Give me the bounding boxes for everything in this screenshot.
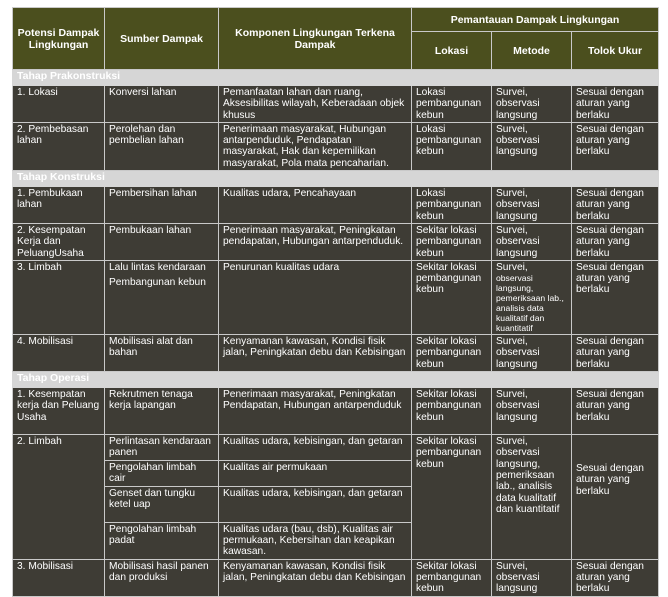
table-row <box>13 187 659 224</box>
table-row <box>13 122 659 170</box>
section-operasi: Tahap Operasi <box>13 372 659 388</box>
cell-lokasi: Lokasi pembangunan kebun <box>412 122 492 170</box>
cell-tolok: Sesuai dengan aturan yang berlaku <box>572 122 659 170</box>
cell-komponen: Kualitas udara (bau, dsb), Kualitas air permukaan, Kebersihan dan keapikan kawasan. <box>219 522 412 559</box>
cell-lokasi: Sekitar lokasi pembangunan kebun <box>412 388 492 435</box>
cell-potensi: 1. Kesempatan kerja dan Peluang Usaha <box>13 388 105 435</box>
cell-komponen: Kualitas udara, kebisingan, dan getaran <box>219 435 412 461</box>
cell-potensi: 4. Mobilisasi <box>13 335 105 372</box>
cell-komponen: Kenyamanan kawasan, Kondisi fisik jalan, Peningkatan debu dan Kebisingan <box>219 335 412 372</box>
cell-metode: Survei, observasi langsung <box>492 335 572 372</box>
metode-survei: Survei, <box>496 261 528 273</box>
sumber-lalu-lintas: Lalu lintas kendaraan <box>109 261 206 273</box>
cell-lokasi: Lokasi pembangunan kebun <box>412 86 492 123</box>
cell-metode: Survei, observasi langsung <box>492 122 572 170</box>
cell-sumber: Pembukaan lahan <box>105 223 219 260</box>
cell-komponen: Kualitas air permukaan <box>219 461 412 487</box>
cell-lokasi: Sekitar lokasi pembangunan kebun <box>412 335 492 372</box>
cell-metode: Survei, observasi langsung <box>492 559 572 596</box>
cell-sumber: Rekrutmen tenaga kerja lapangan <box>105 388 219 435</box>
header-metode: Metode <box>492 32 572 70</box>
cell-tolok: Sesuai dengan aturan yang berlaku <box>572 260 659 334</box>
table-row <box>13 260 659 334</box>
cell-tolok: Sesuai dengan aturan yang berlaku <box>572 559 659 596</box>
cell-metode: Survei, observasi langsung <box>492 223 572 260</box>
cell-potensi: 3. Limbah <box>13 260 105 334</box>
cell-tolok: Sesuai dengan aturan yang berlaku <box>572 335 659 372</box>
cell-komponen: Kenyamanan kawasan, Kondisi fisik jalan, Peningkatan debu dan Kebisingan <box>219 559 412 596</box>
cell-lokasi: Lokasi pembangunan kebun <box>412 187 492 224</box>
cell-sumber: Perolehan dan pembelian lahan <box>105 122 219 170</box>
cell-komponen: Penurunan kualitas udara <box>219 260 412 334</box>
cell-lokasi: Sekitar lokasi pembangunan kebun <box>412 260 492 334</box>
table-row <box>13 559 659 596</box>
table-row <box>13 335 659 372</box>
cell-potensi: 2. Limbah <box>13 435 105 559</box>
header-tolok-ukur: Tolok Ukur <box>572 32 659 70</box>
cell-komponen: Penerimaan masyarakat, Peningkatan pendapatan, Hubungan antarpenduduk. <box>219 223 412 260</box>
cell-tolok: Sesuai dengan aturan yang berlaku <box>572 86 659 123</box>
cell-sumber: Genset dan tungku ketel uap <box>105 486 219 522</box>
cell-metode: Survei, observasi langsung <box>492 187 572 224</box>
cell-komponen: Penerimaan masyarakat, Peningkatan Pendapatan, Hubungan antarpenduduk <box>219 388 412 435</box>
cell-sumber: Pengolahan limbah cair <box>105 461 219 487</box>
header-sumber: Sumber Dampak <box>105 8 219 70</box>
table-row <box>13 435 659 461</box>
cell-potensi: 2. Kesempatan Kerja dan PeluangUsaha <box>13 223 105 260</box>
cell-metode: Survei, observasi langsung <box>492 86 572 123</box>
environmental-monitoring-table <box>12 7 659 597</box>
cell-sumber: Pembersihan lahan <box>105 187 219 224</box>
cell-potensi: 3. Mobilisasi <box>13 559 105 596</box>
cell-sumber: Mobilisasi hasil panen dan produksi <box>105 559 219 596</box>
cell-tolok: Sesuai dengan aturan yang berlaku <box>572 187 659 224</box>
cell-tolok: Sesuai dengan aturan yang berlaku <box>572 223 659 260</box>
cell-sumber: Pengolahan limbah padat <box>105 522 219 559</box>
cell-komponen: Penerimaan masyarakat, Hubungan antarpenduduk, Pendapatan masyarakat, Hak dan kepemilikan masyarakat, Pola mata pencaharian. <box>219 122 412 170</box>
cell-tolok: Sesuai dengan aturan yang berlaku <box>572 388 659 435</box>
cell-sumber: Perlintasan kendaraan panen <box>105 435 219 461</box>
table-row <box>13 388 659 435</box>
cell-komponen: Kualitas udara, kebisingan, dan getaran <box>219 486 412 522</box>
cell-metode: Survei, observasi langsung <box>492 388 572 435</box>
section-prakonstruksi: Tahap Prakonstruksi <box>13 70 659 86</box>
cell-potensi: 1. Pembukaan lahan <box>13 187 105 224</box>
cell-sumber: Konversi lahan <box>105 86 219 123</box>
cell-sumber: Mobilisasi alat dan bahan <box>105 335 219 372</box>
header-lokasi: Lokasi <box>412 32 492 70</box>
cell-komponen: Kualitas udara, Pencahayaan <box>219 187 412 224</box>
header-komponen: Komponen Lingkungan Terkena Dampak <box>219 8 412 70</box>
cell-sumber <box>105 260 219 334</box>
section-konstruksi: Tahap Konstruksi <box>13 171 659 187</box>
cell-metode <box>492 260 572 334</box>
cell-lokasi: Sekitar lokasi pembangunan kebun <box>412 435 492 559</box>
sumber-pembangunan-kebun: Pembangunan kebun <box>109 277 206 289</box>
cell-komponen: Pemanfaatan lahan dan ruang, Aksesibilitas wilayah, Keberadaan objek khusus <box>219 86 412 123</box>
cell-potensi: 2. Pembebasan lahan <box>13 122 105 170</box>
header-pemantauan: Pemantauan Dampak Lingkungan <box>412 8 659 32</box>
header-potensi: Potensi Dampak Lingkungan <box>13 8 105 70</box>
metode-detail: observasi langsung, pemeriksaan lab., analisis data kualitatif dan kuantitatif <box>496 273 564 334</box>
cell-lokasi: Sekitar lokasi pembangunan kebun <box>412 559 492 596</box>
table-row <box>13 86 659 123</box>
cell-lokasi: Sekitar lokasi pembangunan kebun <box>412 223 492 260</box>
table-row <box>13 223 659 260</box>
cell-tolok: Sesuai dengan aturan yang berlaku <box>572 435 659 559</box>
cell-potensi: 1. Lokasi <box>13 86 105 123</box>
cell-metode: Survei, observasi langsung, pemeriksaan lab., analisis data kualitatif dan kuantitatif <box>492 435 572 559</box>
